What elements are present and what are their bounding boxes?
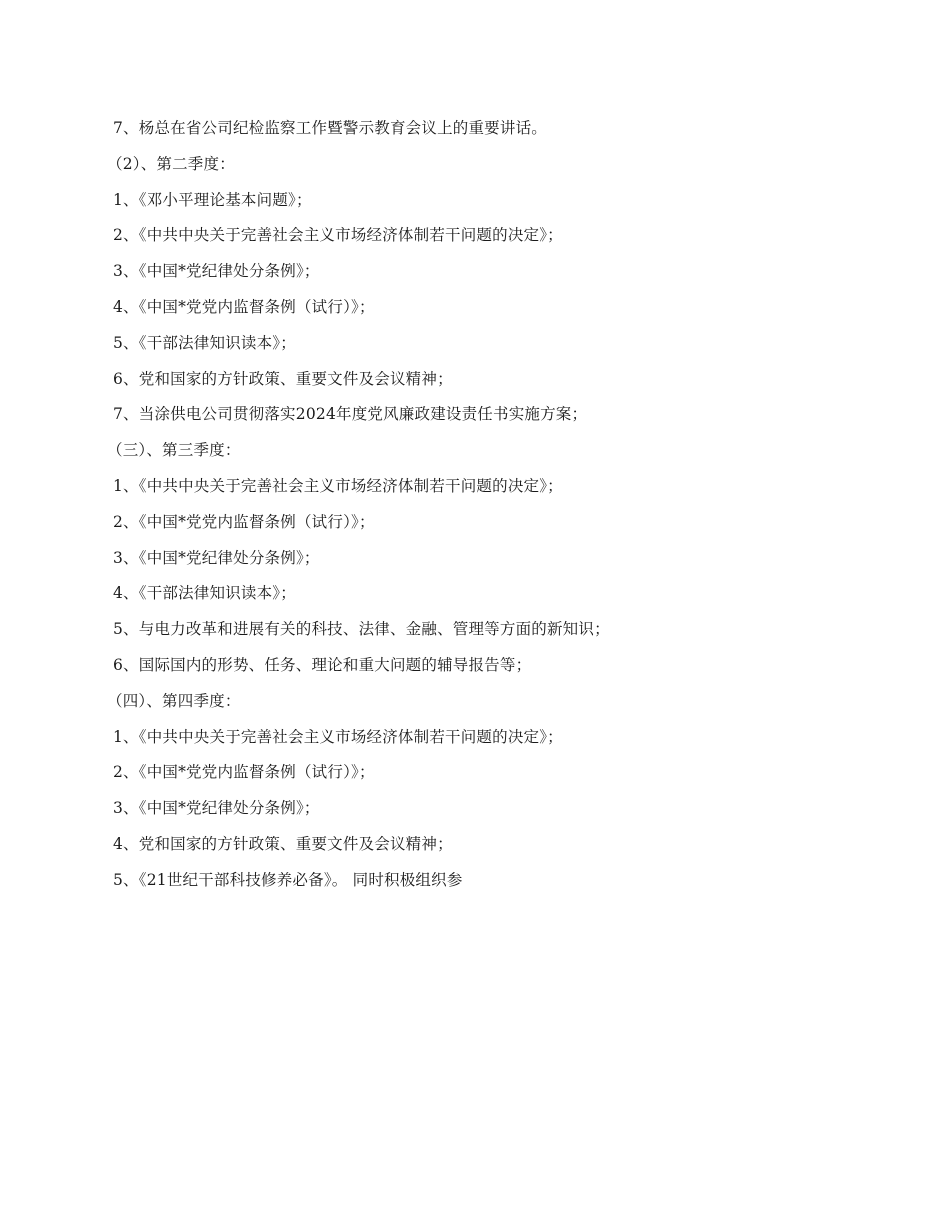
list-item: 3、《中国*党纪律处分条例》； xyxy=(113,262,320,281)
list-item: 3、《中国*党纪律处分条例》； xyxy=(113,799,320,818)
section-heading-q2: （2）、第二季度： xyxy=(107,154,235,173)
list-item: 7、杨总在省公司纪检监察工作暨警示教育会议上的重要讲话。 xyxy=(113,119,547,137)
list-item: 5、与电力改革和进展有关的科技、法律、金融、管理等方面的新知识； xyxy=(113,620,610,639)
list-item: 5、《干部法律知识读本》； xyxy=(113,333,296,352)
list-item: 1、《中共中央关于完善社会主义市场经济体制若干问题的决定》； xyxy=(113,727,563,746)
list-item: 4、《干部法律知识读本》； xyxy=(113,584,296,603)
list-item: 7、当涂供电公司贯彻落实2024年度党风廉政建设责任书实施方案； xyxy=(113,405,588,424)
list-item: 5、《21世纪干部科技修养必备》。 同时积极组织参 xyxy=(113,870,463,889)
list-item: 6、国际国内的形势、任务、理论和重大问题的辅导报告等； xyxy=(113,655,532,674)
list-item: 2、《中共中央关于完善社会主义市场经济体制若干问题的决定》； xyxy=(113,226,563,245)
list-item: 1、《中共中央关于完善社会主义市场经济体制若干问题的决定》； xyxy=(113,476,563,495)
document-body xyxy=(107,111,833,899)
list-item: 3、《中国*党纪律处分条例》； xyxy=(113,548,320,567)
list-item: 2、《中国*党党内监督条例（试行）》； xyxy=(113,763,375,782)
list-item: 4、党和国家的方针政策、重要文件及会议精神； xyxy=(113,834,453,853)
list-item: 6、党和国家的方针政策、重要文件及会议精神； xyxy=(113,369,453,388)
list-item: 4、《中国*党党内监督条例（试行）》； xyxy=(113,297,375,316)
section-heading-q4: （四）、第四季度： xyxy=(107,691,241,710)
section-heading-q3: （三）、第三季度： xyxy=(107,441,241,460)
list-item: 1、《邓小平理论基本问题》； xyxy=(113,190,312,209)
list-item: 2、《中国*党党内监督条例（试行）》； xyxy=(113,512,375,531)
